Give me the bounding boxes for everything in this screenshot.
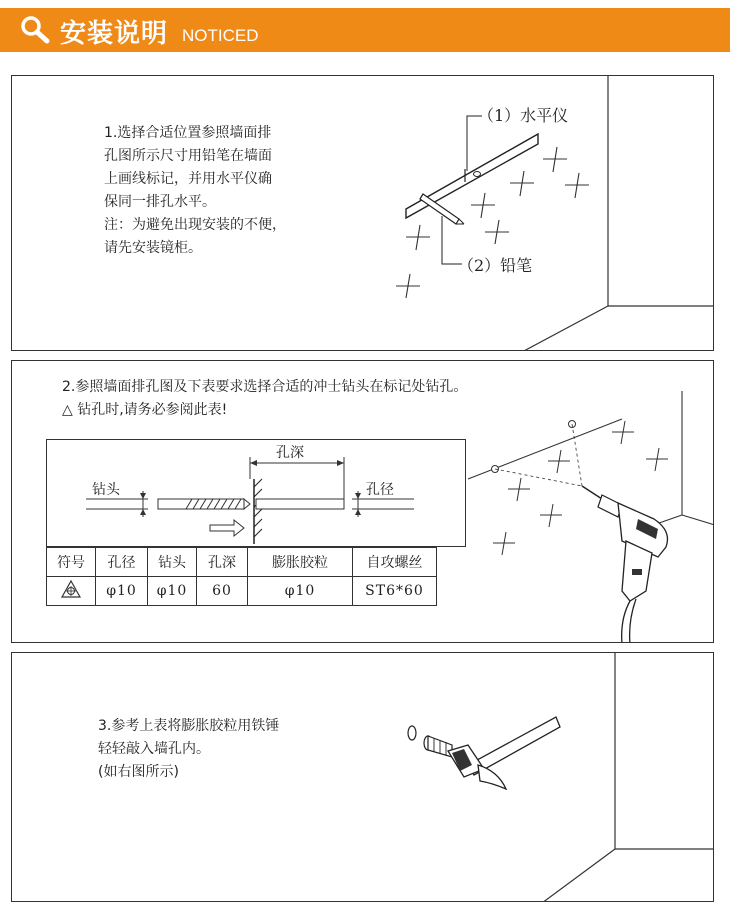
pencil-label: （2）铅笔: [458, 256, 533, 275]
magnifier-icon: [18, 14, 52, 46]
drill-illustration: [462, 391, 714, 643]
section-subtitle: NOTICED: [182, 26, 259, 45]
step2-panel: [11, 360, 714, 643]
step3-panel: [11, 652, 714, 902]
table-row: φ10 φ10 60 φ10 ST6*60: [47, 577, 437, 606]
section-title: 安装说明: [60, 19, 169, 49]
step3-text: 3.参考上表将膨胀胶粒用铁锤 轻轻敲入墙孔内。 (如右图所示): [98, 718, 280, 780]
step1-text: 1.选择合适位置参照墙面排 孔图所示尺寸用铅笔在墙面 上画线标记，并用水平仪确 保同一排孔水平。 注：为避免出现安装的不便， 请先安装镜柜。: [104, 125, 286, 256]
step1-panel: [11, 75, 714, 351]
table-header-row: 符号 孔径 钻头 孔深 膨胀胶粒 自攻螺丝: [47, 548, 437, 577]
section-header: [0, 8, 730, 52]
hammer-illustration: [12, 653, 714, 902]
drill-depth-diagram: [46, 439, 466, 547]
step2-text: 2.参照墙面排孔图及下表要求选择合适的冲士钻头在标记处钻孔。 △ 钻孔时,请务必参阅此表!: [62, 379, 468, 418]
level-label: （1）水平仪: [478, 106, 569, 125]
spec-table: [46, 547, 437, 606]
hole-depth-label: 孔深: [276, 445, 304, 461]
level-pencil-illustration: [12, 76, 714, 351]
warning-symbol-icon: [60, 579, 82, 599]
symbol-cell: [47, 577, 96, 606]
drill-bit-label: 钻头: [92, 482, 120, 498]
hole-diameter-label: 孔径: [366, 482, 394, 498]
